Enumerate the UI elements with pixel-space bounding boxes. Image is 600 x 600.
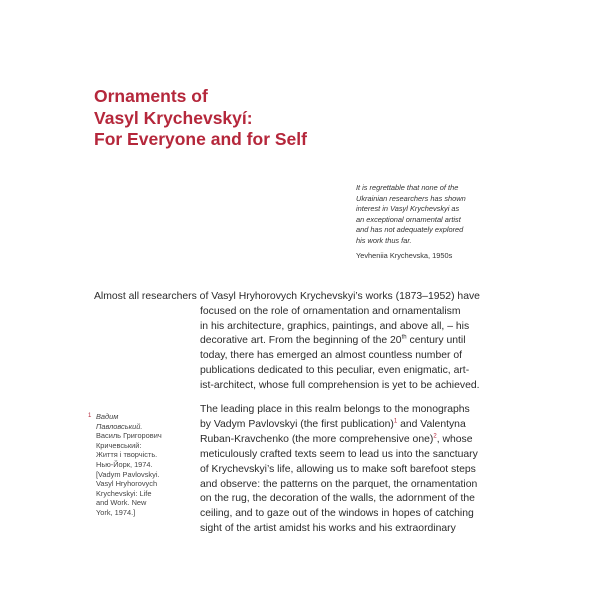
paragraph-line: in his architecture, graphics, paintings, and above all, – his [200, 320, 470, 332]
paragraph-line [94, 334, 514, 349]
footnote-line: York, 1974.] [96, 507, 136, 517]
paragraph-line: publications dedicated to this peculiar, even enigmatic, art- [200, 364, 470, 376]
paragraph-line: on the rug, the decoration of the walls, the adornment of the [200, 493, 475, 505]
footnote-1 [88, 412, 198, 518]
title-line-3: For Everyone and for Self [94, 129, 307, 149]
epigraph-attribution: Yevheniia Krychevska, 1950s [356, 250, 453, 260]
footnote-line: Нью-Йорк, 1974. [96, 459, 153, 469]
paragraph-line-text: decorative art. From the beginning of the 20 [200, 335, 402, 347]
epigraph-line: and has not adequately explored [356, 225, 464, 235]
paragraph-line [200, 433, 516, 448]
epigraph-line: interest in Vasyl Krychevskyi as [356, 204, 460, 214]
paragraph-line-text: , whose [436, 433, 473, 445]
paragraph-line-text: and Valentyna [397, 418, 466, 430]
paragraph-line: focused on the role of ornamentation and ornamentalism [200, 305, 461, 317]
epigraph-line: It is regrettable that none of the [356, 183, 459, 192]
epigraph [356, 183, 546, 261]
footnote-ref-1[interactable]: 1 [393, 418, 398, 425]
footnote-line: Життя і творчість. [96, 450, 158, 460]
paragraph-line: ist-architect, whose full comprehension is yet to be achieved. [200, 379, 480, 391]
paragraph-2 [200, 403, 516, 537]
paragraph-line: The leading place in this realm belongs to the monographs [200, 404, 470, 415]
footnote-line: Вадим [96, 412, 119, 421]
chapter-title [94, 86, 394, 151]
paragraph-line: ceiling, and to gaze out of the windows in hopes of catching [200, 508, 474, 520]
footnote-line: [Vadym Pavlovskyi. [96, 469, 160, 479]
footnote-line: Krychevskyi: Life [96, 488, 152, 498]
epigraph-line: Ukrainian researchers has shown [356, 193, 466, 203]
paragraph-line-text: century until [406, 335, 466, 347]
footnote-line: Василь Григорович [96, 431, 162, 441]
footnote-body [96, 412, 198, 518]
paragraph-1 [94, 290, 514, 394]
title-line-1: Ornaments of [94, 86, 208, 106]
footnote-line: Vasyl Hryhorovych [96, 479, 158, 489]
epigraph-line: his work thus far. [356, 235, 412, 245]
paragraph-line-text: by Vadym Pavlovskyi (the first publication) [200, 418, 394, 430]
epigraph-line: an exceptional ornamental artist [356, 214, 461, 224]
footnote-line: and Work. New [96, 498, 147, 508]
superscript: th [401, 334, 407, 341]
paragraph-line: today, there has emerged an almost countless number of [200, 350, 463, 362]
footnote-number: 1 [88, 413, 92, 419]
paragraph-line: meticulously crafted texts seem to lead us into the sanctuary [200, 448, 478, 460]
paragraph-line-text: Ruban-Kravchenko (the more comprehensive one) [200, 433, 434, 445]
paragraph-line [200, 418, 516, 433]
paragraph-line: of Krychevskyi’s life, allowing us to make soft barefoot steps [200, 463, 476, 475]
paragraph-line: Almost all researchers of Vasyl Hryhorovych Krychevskyi’s works (1873–1952) have [94, 291, 480, 302]
footnote-line: Павловський. [96, 421, 143, 431]
title-line-2: Vasyl Krychevskyí: [94, 107, 253, 128]
footnote-line: Кричевський: [96, 440, 142, 450]
footnote-ref-2[interactable]: 2 [433, 433, 437, 440]
paragraph-line: and observe: the patterns on the parquet, the ornamentation [200, 478, 478, 490]
epigraph-quote [356, 183, 546, 247]
paragraph-line: sight of the artist amidst his works and his extraordinary [200, 523, 456, 535]
